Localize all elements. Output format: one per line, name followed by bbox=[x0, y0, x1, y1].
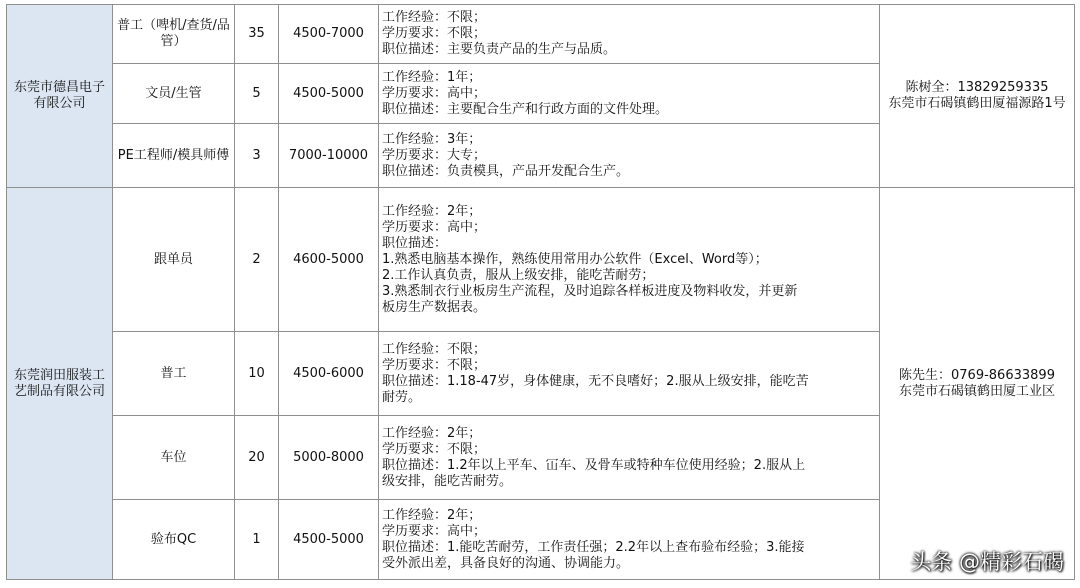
requirement-line: 学历要求：大专； bbox=[382, 147, 487, 163]
company-name: 东莞润田服装工艺制品有限公司 bbox=[7, 188, 113, 580]
headcount: 1 bbox=[235, 500, 279, 580]
contact-info bbox=[880, 188, 1075, 580]
requirement-line: 耐劳。 bbox=[382, 389, 422, 405]
position-name: 文员/生管 bbox=[113, 64, 235, 124]
requirement-line: 学历要求：高中； bbox=[382, 219, 487, 235]
requirement-line: 工作经验：不限； bbox=[382, 10, 487, 25]
requirement-line: 2.工作认真负责，服从上级安排，能吃苦耐劳； bbox=[382, 267, 655, 283]
requirement-line: 受外派出差，具备良好的沟通、协调能力。 bbox=[382, 555, 630, 571]
headcount: 2 bbox=[235, 188, 279, 332]
requirement-line: 工作经验：2年； bbox=[382, 507, 482, 523]
salary-range: 4500-7000 bbox=[279, 5, 379, 64]
requirement-line: 工作经验：2年； bbox=[382, 203, 482, 219]
requirement-line: 职位描述： bbox=[382, 235, 448, 251]
job-requirements bbox=[379, 416, 880, 500]
table-row bbox=[7, 5, 1075, 64]
requirement-line: 职位描述：1.能吃苦耐劳，工作责任强；2.2年以上查布验布经验；3.能接 bbox=[382, 539, 805, 555]
job-requirements bbox=[379, 188, 880, 332]
job-requirements bbox=[379, 124, 880, 188]
job-requirements bbox=[379, 5, 880, 64]
requirement-line: 职位描述：主要负责产品的生产与品质。 bbox=[382, 42, 617, 57]
requirement-line: 工作经验：不限； bbox=[382, 341, 487, 357]
table-row bbox=[7, 188, 1075, 332]
requirement-line: 职位描述：主要配合生产和行政方面的文件处理。 bbox=[382, 101, 669, 117]
requirement-line: 学历要求：高中； bbox=[382, 85, 487, 101]
job-listing-table bbox=[6, 4, 1075, 580]
requirement-line: 职位描述：1.2年以上平车、冚车、及骨车或特种车位使用经验；2.服从上 bbox=[382, 457, 806, 473]
requirement-line: 职位描述：负责模具，产品开发配合生产。 bbox=[382, 163, 630, 179]
salary-range: 4500-6000 bbox=[279, 332, 379, 416]
watermark-text: 头条 @精彩石碣 bbox=[910, 550, 1064, 574]
requirement-line: 1.熟悉电脑基本操作，熟练使用常用办公软件（Excel、Word等）； bbox=[382, 251, 768, 267]
contact-person: 陈树全：13829259335 bbox=[905, 80, 1049, 95]
salary-range: 4500-5000 bbox=[279, 64, 379, 124]
contact-address: 东莞市石碣镇鹤田厦工业区 bbox=[898, 383, 1055, 399]
requirement-line: 职位描述：1.18-47岁，身体健康，无不良嗜好；2.服从上级安排，能吃苦 bbox=[382, 373, 809, 389]
requirement-line: 级安排，能吃苦耐劳。 bbox=[382, 473, 513, 489]
requirement-line: 学历要求：不限； bbox=[382, 441, 487, 457]
requirement-line: 工作经验：1年； bbox=[382, 69, 482, 85]
position-name: PE工程师/模具师傅 bbox=[113, 124, 235, 188]
position-name: 普工（啤机/查货/品管） bbox=[113, 5, 235, 64]
contact-address: 东莞市石碣镇鹤田厦福源路1号 bbox=[888, 96, 1066, 111]
salary-range: 7000-10000 bbox=[279, 124, 379, 188]
job-requirements bbox=[379, 500, 880, 580]
position-name: 跟单员 bbox=[113, 188, 235, 332]
headcount: 5 bbox=[235, 64, 279, 124]
headcount: 35 bbox=[235, 5, 279, 64]
salary-range: 4600-5000 bbox=[279, 188, 379, 332]
requirement-line: 工作经验：2年； bbox=[382, 425, 482, 441]
position-name: 车位 bbox=[113, 416, 235, 500]
position-name: 普工 bbox=[113, 332, 235, 416]
headcount: 3 bbox=[235, 124, 279, 188]
requirement-line: 工作经验：3年； bbox=[382, 131, 482, 147]
headcount: 10 bbox=[235, 332, 279, 416]
contact-person: 陈先生：0769-86633899 bbox=[899, 367, 1055, 383]
requirement-line: 学历要求：高中； bbox=[382, 523, 487, 539]
requirement-line: 板房生产数据表。 bbox=[382, 299, 487, 315]
position-name: 验布QC bbox=[113, 500, 235, 580]
headcount: 20 bbox=[235, 416, 279, 500]
salary-range: 5000-8000 bbox=[279, 416, 379, 500]
company-name: 东莞市德昌电子有限公司 bbox=[7, 5, 113, 188]
job-requirements bbox=[379, 332, 880, 416]
contact-info bbox=[880, 5, 1075, 188]
requirement-line: 学历要求：不限； bbox=[382, 357, 487, 373]
salary-range: 4500-5000 bbox=[279, 500, 379, 580]
requirement-line: 学历要求：不限； bbox=[382, 26, 487, 41]
job-requirements bbox=[379, 64, 880, 124]
requirement-line: 3.熟悉制衣行业板房生产流程，及时追踪各样板进度及物料收发，并更新 bbox=[382, 283, 798, 299]
